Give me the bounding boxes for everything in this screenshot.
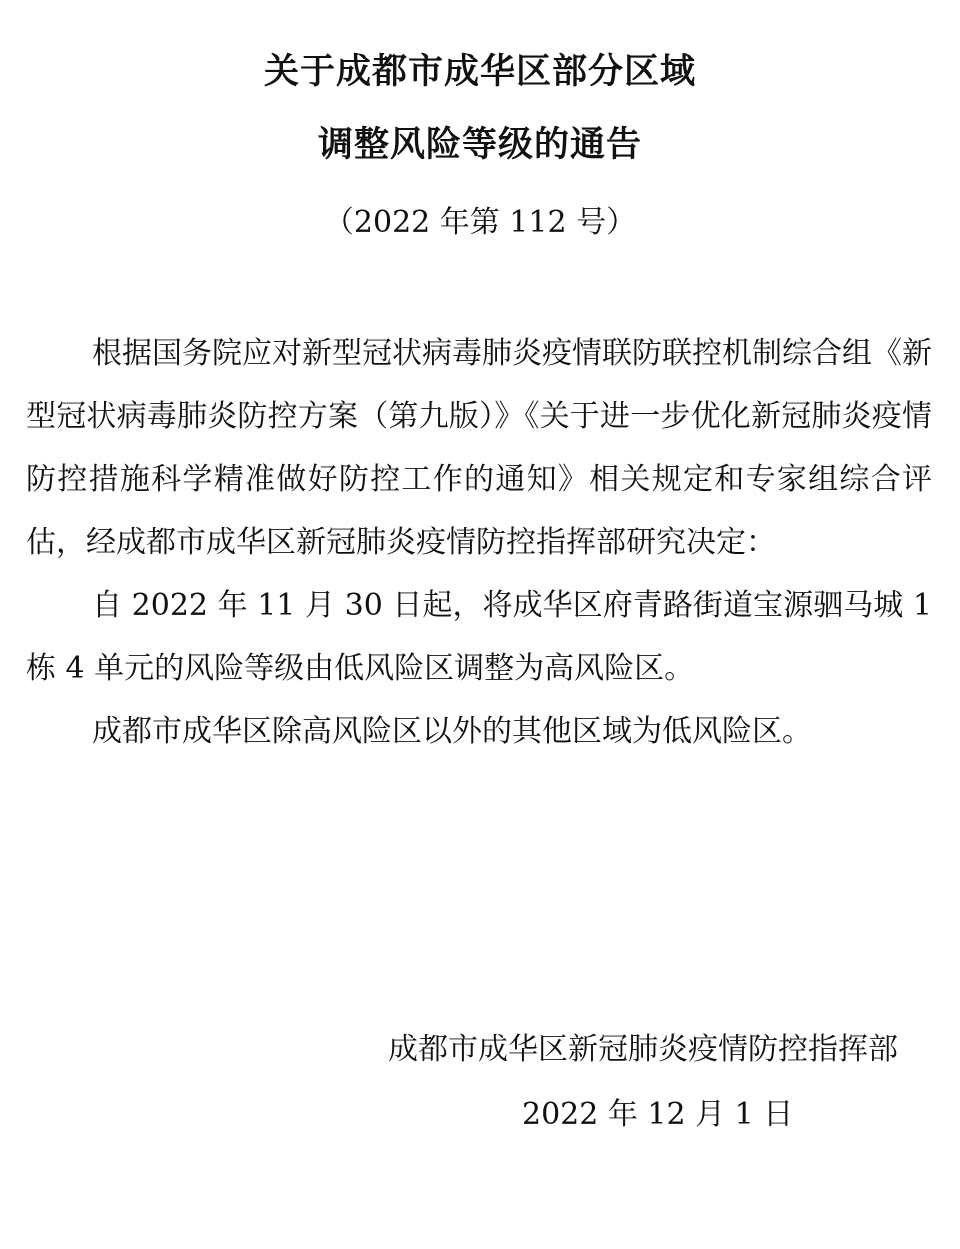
issuer-signature: 成都市成华区新冠肺炎疫情防控指挥部: [388, 1032, 898, 1067]
issue-date: 2022 年 12 月 1 日: [522, 1097, 794, 1132]
body-paragraph-adjustment: 自 2022 年 11 月 30 日起，将成华区府青路街道宝源驷马城 1 栋 4 单元的风险等级由低风险区调整为高风险区。: [26, 588, 932, 686]
notice-body: [26, 322, 932, 763]
notice-title-line1: 关于成都市成华区部分区域: [263, 52, 696, 92]
body-paragraph-low-risk: 成都市成华区除高风险区以外的其他区域为低风险区。: [92, 714, 812, 749]
document-number: （2022 年第 112 号）: [323, 205, 637, 240]
notice-title-line2: 调整风险等级的通告: [317, 125, 642, 165]
body-paragraph-basis: 根据国务院应对新型冠状病毒肺炎疫情联防联控机制综合组《新型冠状病毒肺炎防控方案（第九版）》《关于进一步优化新冠肺炎疫情防控措施科学精准做好防控工作的通知》相关规定和专家组综合评估，经成都市成华区新冠肺炎疫情防控指挥部研究决定：: [26, 336, 932, 560]
